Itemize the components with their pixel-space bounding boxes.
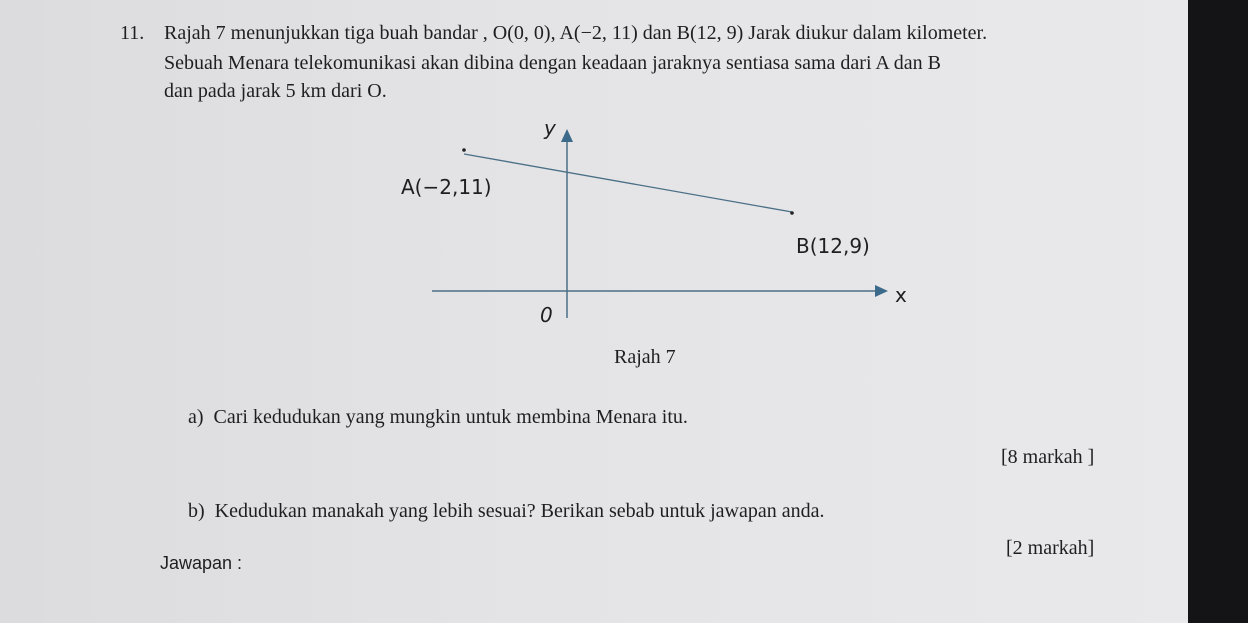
line-segment-ab [464,154,792,212]
part-a [188,406,688,429]
answer-label: Jawapan : [160,553,243,573]
point-b-marker [790,211,794,215]
question-number: 11. [120,22,145,44]
figure-caption: Rajah 7 [614,346,676,368]
part-b-label: b) [188,500,205,522]
part-a-label: a) [188,406,204,428]
y-axis-arrowhead [561,129,573,142]
part-b-text: Kedudukan manakah yang lebih sesuai? Berikan sebab untuk jawapan anda. [214,500,825,522]
point-a-marker [462,148,466,152]
point-a-label: A(−2,11) [401,175,492,199]
part-a-text: Cari kedudukan yang mungkin untuk membina Menara itu. [213,406,688,428]
question-text-line-1: Rajah 7 menunjukkan tiga buah bandar , O(0, 0), A(−2, 11) dan B(12, 9) Jarak diukur dalam kilometer. [164,22,988,44]
point-b-label: B(12,9) [796,234,870,258]
part-b [188,500,824,523]
y-axis-label: y [544,116,556,140]
part-a-marks: [8 markah ] [1001,446,1095,468]
part-b-marks: [2 markah] [1006,537,1095,559]
question-text-line-2: Sebuah Menara telekomunikasi akan dibina dengan keadaan jaraknya sentiasa sama dari A dan B [164,52,941,74]
question-text-line-3: dan pada jarak 5 km dari O. [164,80,387,102]
x-axis-arrowhead [875,285,888,297]
x-axis-label: x [895,283,907,307]
origin-label: 0 [540,303,553,327]
